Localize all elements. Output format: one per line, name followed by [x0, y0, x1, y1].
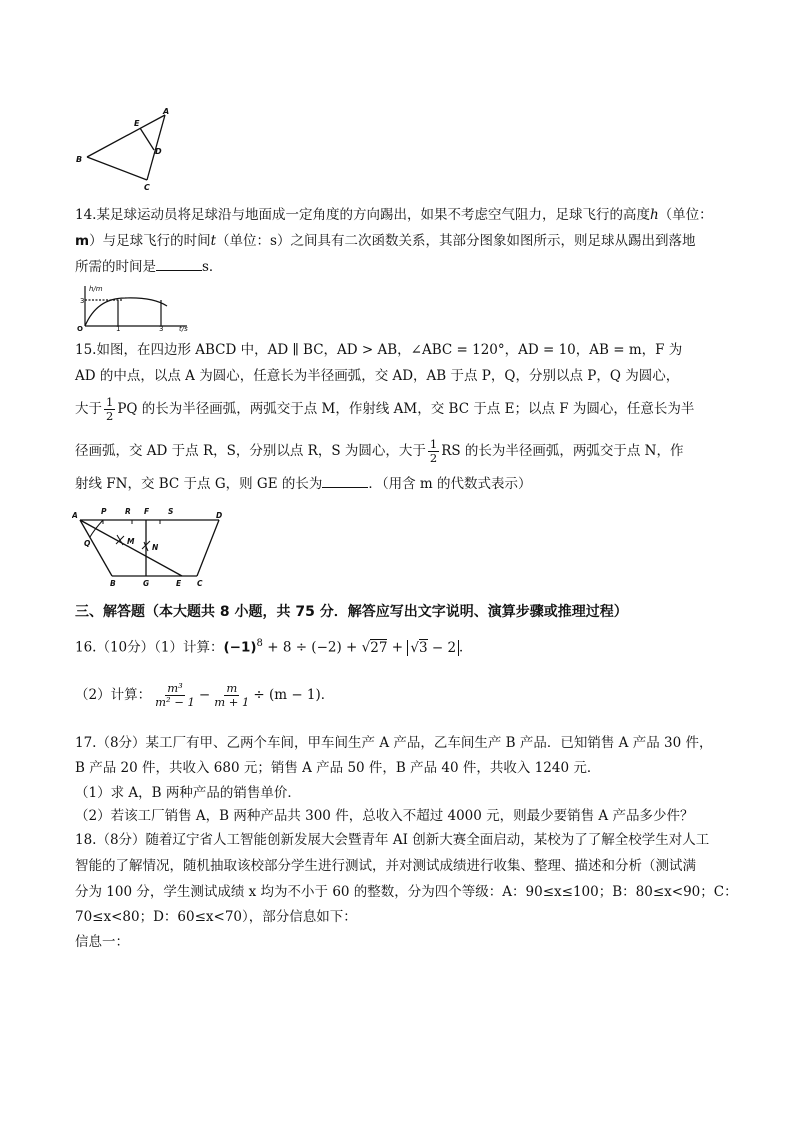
q17-line2: B 产品 20 件，共收入 680 元；销售 A 产品 50 件，B 产品 40 件，共收入 1240 元．	[75, 760, 601, 776]
q14-line3	[75, 256, 222, 277]
q16-expr-c: +	[387, 639, 408, 656]
q14-text-unit1: （单位：	[658, 207, 713, 223]
label-S: S	[168, 507, 174, 516]
q18-line3: 分为 100 分，学生测试成绩 x 均为不小于 60 的整数，分为四个等级：A：90≤x≤100；B：80≤x<90；C：	[75, 884, 738, 900]
label-Q: Q	[84, 539, 91, 548]
sqrt-icon: √	[361, 639, 371, 656]
q16-part1	[75, 634, 473, 658]
q16-part2	[75, 680, 334, 710]
q14-text-1: 14.某足球运动员将足球沿与地面成一定角度的方向踢出，如果不考虑空气阻力，足球飞行的高度	[75, 207, 650, 223]
graph-tick-y: 3	[80, 297, 85, 305]
q16-abs-sqrt3: 3	[418, 639, 428, 656]
q16-p1-end: ．	[459, 639, 473, 656]
label-R: R	[125, 507, 131, 516]
label-E: E	[134, 119, 140, 128]
section3-title: 三、解答题（本大题共 8 小题，共 75 分．解答应写出文字说明、演算步骤或推理过程）	[75, 604, 628, 620]
q14-line2	[75, 231, 695, 251]
q18-line1: 18.（8分）随着辽宁省人工智能创新发展大会暨青年 AI 创新大赛全面启动，某校为了了解全校学生对人工	[75, 832, 710, 848]
q18-line4: 70≤x<80；D：60≤x<70），部分信息如下：	[75, 909, 357, 925]
frac-num: m³	[167, 681, 183, 695]
q16-expr-b: + 8 ÷ (−2) +	[262, 639, 362, 656]
q17-line1: 17.（8分）某工厂有甲、乙两个车间，甲车间生产 A 产品，乙车间生产 B 产品．已知销售 A 产品 30 件，	[75, 735, 713, 751]
frac-num: m	[226, 681, 238, 695]
q15-l4-pre: 径画弧，交 AD 于点 R，S，分别以点 R，S 为圆心，大于	[75, 443, 426, 459]
q16-exponent: 8	[256, 638, 263, 649]
trapezoid-figure	[72, 504, 232, 589]
q16-p2-label: （2）计算：	[75, 687, 152, 703]
label-N: N	[152, 543, 159, 552]
q15-l5-pre: 射线 FN，交 BC 于点 G，则 GE 的长为	[75, 476, 323, 492]
q15-fraction-half-rs	[428, 438, 439, 465]
q15-fraction-half-pq	[104, 396, 115, 423]
q16-expr-a: (−1)	[223, 639, 257, 656]
q14-answer-blank	[156, 256, 202, 271]
q17-line3: （1）求 A，B 两种产品的销售单价．	[75, 785, 301, 801]
q15-l4-post: RS 的长为半径画弧，两弧交于点 N，作	[441, 443, 684, 459]
q16-p2-rest: ÷ (m − 1)．	[253, 687, 335, 703]
q16-abs-rest: − 2	[427, 639, 457, 656]
q14-text-2b: （单位：	[216, 233, 271, 249]
q15-line3	[75, 396, 694, 423]
label-B: B	[110, 579, 116, 588]
frac-den: 2	[429, 451, 438, 465]
q15-l5-post: ．（用含 m 的代数式表示）	[368, 476, 532, 492]
frac-den: m + 1	[214, 695, 250, 709]
q15-line2: AD 的中点，以点 A 为圆心，任意长为半径画弧，交 AD，AB 于点 P，Q，分别以点 P，Q 为圆心，	[75, 368, 680, 384]
q14-text-3: 所需的时间是	[75, 259, 156, 275]
q14-text-3-end: s．	[202, 259, 223, 275]
q17-line4: （2）若该工厂销售 A，B 两种产品共 300 件，总收入不超过 4000 元，则最少要销售 A 产品多少件？	[75, 808, 694, 824]
graph-tick-x1: 1	[116, 325, 121, 332]
label-B: B	[76, 155, 83, 164]
q16-minus: −	[198, 687, 211, 703]
label-A: A	[72, 511, 78, 520]
label-M: M	[127, 537, 135, 546]
q14-h-var: h	[649, 207, 659, 223]
q14-t-var: t	[210, 233, 217, 249]
parabola-graph	[75, 282, 195, 332]
label-D: D	[155, 147, 162, 156]
q14-unit-s: s	[270, 233, 277, 249]
graph-ylabel: h/m	[89, 285, 103, 293]
graph-origin: O	[77, 325, 83, 332]
q14-text-2: ）与足球飞行的时间	[89, 233, 211, 249]
frac-den: m² − 1	[155, 695, 195, 709]
graph-tick-x3: 3	[159, 325, 164, 332]
q15-l3-pre: 大于	[75, 401, 102, 417]
q14-text-2d: ）之间具有二次函数关系，其部分图象如图所示，则足球从踢出到落地	[276, 233, 696, 249]
q18-line2: 智能的了解情况，随机抽取该校部分学生进行测试，并对测试成绩进行收集、整理、描述和分析（测试满	[75, 858, 696, 874]
label-E: E	[176, 579, 182, 588]
q15-answer-blank	[322, 473, 368, 488]
graph-xlabel: t/s	[179, 325, 188, 332]
label-G: G	[143, 579, 150, 588]
label-P: P	[101, 507, 107, 516]
label-C: C	[144, 183, 150, 192]
q15-line4	[75, 438, 684, 465]
label-C: C	[197, 579, 203, 588]
label-D: D	[216, 511, 223, 520]
q16-fraction1	[153, 682, 197, 709]
q18-line5: 信息一：	[75, 934, 129, 950]
sqrt-icon: √	[410, 639, 419, 656]
q15-line1: 15.如图，在四边形 ABCD 中，AD ∥ BC，AD > AB，∠ABC = 120°，AD = 10，AB = m，F 为	[75, 342, 683, 358]
q14-line1	[75, 205, 713, 225]
q16-p1-label: 16.（10分）（1）计算：	[75, 639, 224, 656]
frac-num: 1	[106, 395, 114, 409]
q16-fraction2	[212, 682, 251, 709]
q16-sqrt27: 27	[370, 639, 388, 656]
q14-unit-m: m	[75, 233, 90, 249]
triangle-figure	[72, 105, 182, 195]
frac-num: 1	[429, 437, 438, 451]
label-F: F	[144, 507, 150, 516]
frac-den: 2	[106, 409, 114, 423]
label-A: A	[163, 107, 170, 116]
q15-line5	[75, 473, 532, 494]
q15-l3-post: PQ 的长为半径画弧，两弧交于点 M，作射线 AM，交 BC 于点 E；以点 F 为圆心，任意长为半	[117, 401, 695, 417]
